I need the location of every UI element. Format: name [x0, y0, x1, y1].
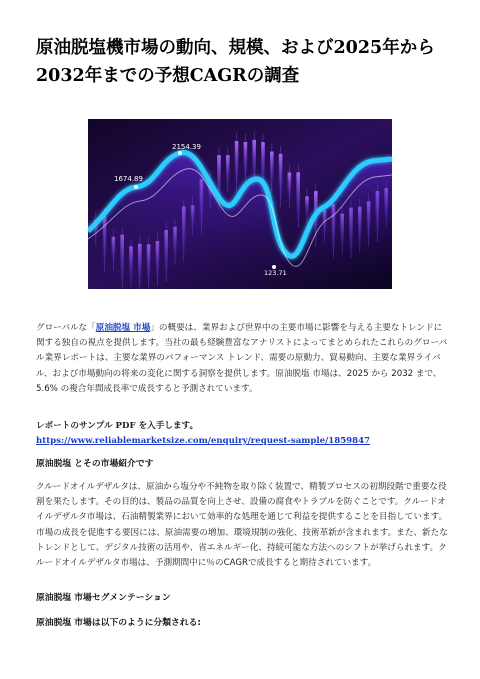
label-1674: 1674.89	[114, 175, 143, 183]
sample-paragraph	[36, 419, 448, 449]
section-heading-intro: 原油脱塩 とその市場紹介です	[36, 459, 154, 469]
stock-chart-illustration	[88, 119, 392, 289]
section-intro-body: クルードオイルデザルタは、原油から塩分や不純物を取り除く装置で、精製プロセスの初期段階で重要な役割を果たします。その目的は、製品の品質を向上させ、設備の腐食やトラブルを防ぐことです。クルードオイルデザルタ市場は、石油精製業界において効率的な処理を通じて利益を提供することを目指しています。市場の成長を促進する要因には、原油需要の増加、環境規制の強化、技術革新が含まれます。また、新たなトレンドとして、デジタル技術の活用や、省エネルギー化、持続可能な方法へのシフトが挙げられます。クルードオイルデザルタ市場は、予測期間中に％のCAGRで成長すると期待されています。	[36, 482, 448, 569]
sample-label: レポートのサンプル PDF を入手します。	[36, 421, 199, 431]
sample-request-link[interactable]: https://www.reliablemarketsize.com/enquiry/request-sample/1859847	[36, 436, 371, 447]
section-heading-classification: 原油脱塩 市場は以下のように分類される:	[36, 618, 201, 628]
peak-marker-1	[134, 185, 138, 189]
section-heading-segmentation: 原油脱塩 市場セグメンテーション	[36, 593, 171, 603]
intro-text-before: グローバルな「	[36, 323, 96, 333]
intro-text-after: 」の概要は、業界および世界中の主要市場に影響を与える主要なトレンドに関する独自の視点を提供します。当社の最も経験豊富なアナリストによってまとめられたこれらのグローバル業界レポートは、主要な業界のパフォーマンス トレンド、需要の原動力、貿易動向、主要な業界ライバル、および市場動向の将来の変化に関する洞察を提供します。原油脱塩 市場は、2025 から 2032 まで、5.6% の複合年間成長率で成長すると予測されています。	[36, 323, 448, 394]
peak-marker-2	[178, 151, 182, 155]
hero-image	[88, 119, 392, 289]
label-123: 123.71	[264, 269, 287, 277]
label-2154: 2154.39	[172, 143, 201, 151]
intro-paragraph	[36, 321, 448, 397]
market-keyword-link[interactable]: 原油脱塩 市場	[95, 323, 151, 333]
page-title: 原油脱塩機市場の動向、規模、および2025年から2032年までの予想CAGRの調査	[36, 38, 435, 86]
